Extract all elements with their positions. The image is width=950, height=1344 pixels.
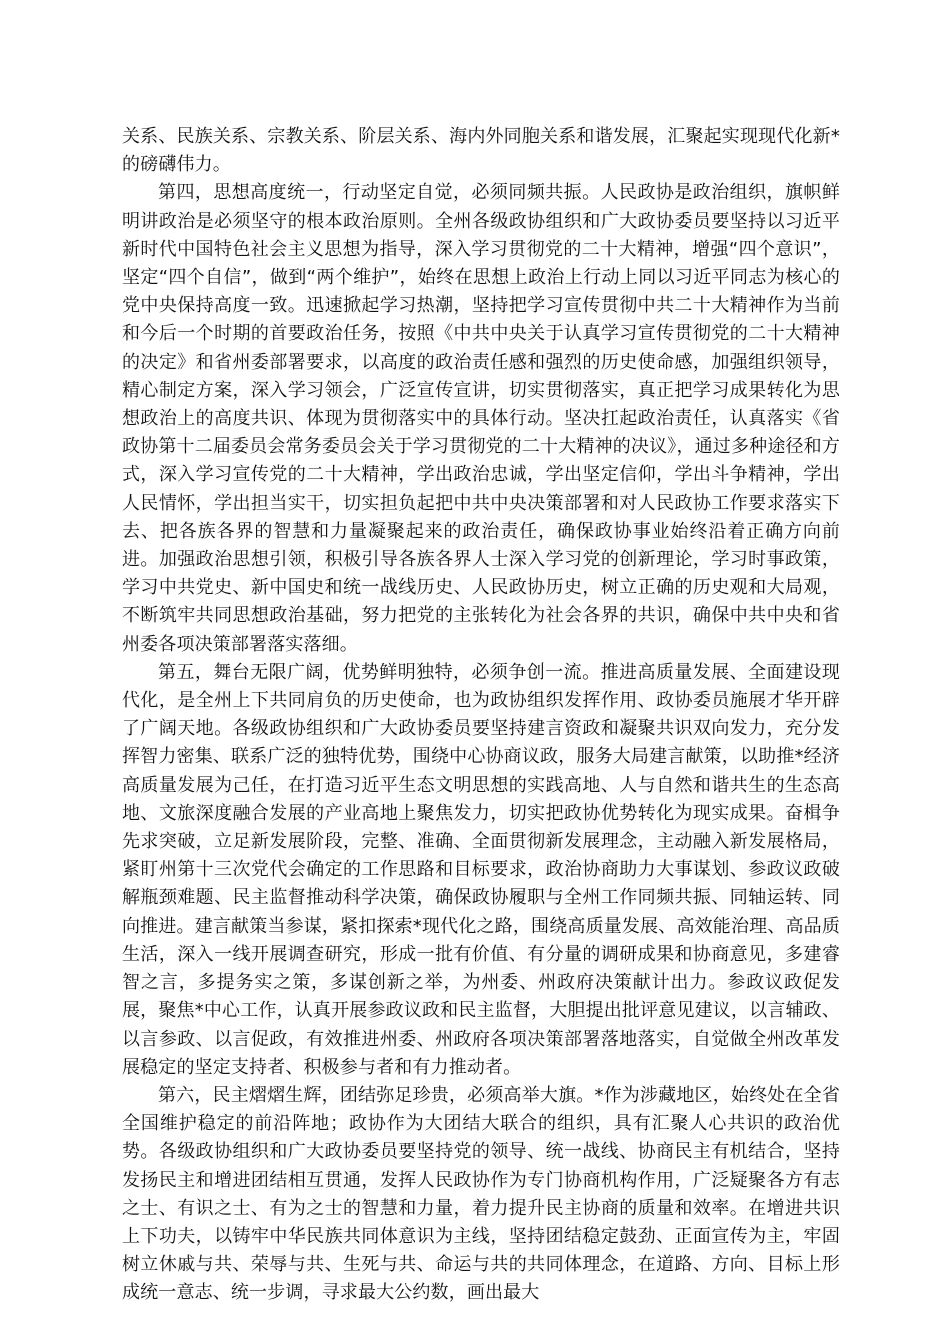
paragraph-fourth-point: 第四，思想高度统一，行动坚定自觉，必须同频共振。人民政协是政治组织，旗帜鲜明讲政治是必须坚守的根本政治原则。全州各级政协组织和广大政协委员要坚持以习近平新时代中国特色社会主义思想为指导，深入学习贯彻党的二十大精神，增强“四个意识”，坚定“四个自信”，做到“两个维护”，始终在思想上政治上行动上同以习近平同志为核心的党中央保持高度一致。迅速掀起学习热潮，坚持把学习宣传贯彻中共二十大精神作为当前和今后一个时期的首要政治任务，按照《中共中央关于认真学习宣传贯彻党的二十大精神的决定》和省州委部署要求，以高度的政治责任感和强烈的历史使命感，加强组织领导，精心制定方案，深入学习领会，广泛宣传宣讲，切实贯彻落实，真正把学习成果转化为思想政治上的高度共识、体现为贯彻落实中的具体行动。坚决扛起政治责任，认真落实《省政协第十二届委员会常务委员会关于学习贯彻党的二十大精神的决议》，通过多种途径和方式，深入学习宣传党的二十大精神，学出政治忠诚，学出坚定信仰，学出斗争精神，学出人民情怀，学出担当实干，切实担负起把中共中央决策部署和对人民政协工作要求落实下去、把各族各界的智慧和力量凝聚起来的政治责任，确保政协事业始终沿着正确方向前进。加强政治思想引领，积极引导各族各界人士深入学习党的创新理论，学习时事政策，学习中共党史、新中国史和统一战线历史、人民政协历史，树立正确的历史观和大局观，不断筑牢共同思想政治基础，努力把党的主张转化为社会各界的共识，确保中共中央和省州委各项决策部署落实落细。 xyxy=(122,182,840,655)
document-body xyxy=(122,123,840,1308)
paragraph-fifth-point: 第五，舞台无限广阔，优势鲜明独特，必须争创一流。推进高质量发展、全面建设现代化，是全州上下共同肩负的历史使命，也为政协组织发挥作用、政协委员施展才华开辟了广阔天地。各级政协组织和广大政协委员要坚持建言资政和凝聚共识双向发力，充分发挥智力密集、联系广泛的独特优势，围绕中心协商议政，服务大局建言献策，以助推*经济高质量发展为己任，在打造习近平生态文明思想的实践高地、人与自然和谐共生的生态高地、文旅深度融合发展的产业高地上聚焦发力，切实把政协优势转化为现实成果。奋楫争先求突破，立足新发展阶段，完整、准确、全面贯彻新发展理念，主动融入新发展格局，紧盯州第十三次党代会确定的工作思路和目标要求，政治协商助力大事谋划、参政议政破解瓶颈难题、民主监督推动科学决策，确保政协履职与全州工作同频共振、同轴运转、同向推进。建言献策当参谋，紧扣探索*现代化之路，围绕高质量发展、高效能治理、高品质生活，深入一线开展调查研究，形成一批有价值、有分量的调研成果和协商意见，多建睿智之言，多提务实之策，多谋创新之举，为州委、州政府决策献计出力。参政议政促发展，聚焦*中心工作，认真开展参政议政和民主监督，大胆提出批评意见建议，以言辅政、以言参政、以言促政，有效推进州委、州政府各项决策部署落地落实，自觉做全州改革发展稳定的坚定支持者、积极参与者和有力推动者。 xyxy=(122,661,840,1078)
paragraph-sixth-point: 第六，民主熠熠生辉，团结弥足珍贵，必须高举大旗。*作为涉藏地区，始终处在全省全国维护稳定的前沿阵地；政协作为大团结大联合的组织，具有汇聚人心共识的政治优势。各级政协组织和广大政协委员要坚持党的领导、统一战线、协商民主有机结合，坚持发扬民主和增进团结相互贯通，发挥人民政协作为专门协商机构作用，广泛疑聚各方有志之士、有识之士、有为之士的智慧和力量，着力提升民主协商的质量和效率。在增进共识上下功夫，以铸牢中华民族共同体意识为主线，坚持团结稳定鼓劲、正面宣传为主，牢固树立休戚与共、荣辱与共、生死与共、命运与共的共同体理念，在道路、方向、目标上形成统一意志、统一步调，寻求最大公约数，画出最大 xyxy=(122,1084,840,1304)
paragraph-continuation: 关系、民族关系、宗教关系、阶层关系、海内外同胞关系和谐发展，汇聚起实现现代化新*的磅礴伟力。 xyxy=(122,126,840,176)
